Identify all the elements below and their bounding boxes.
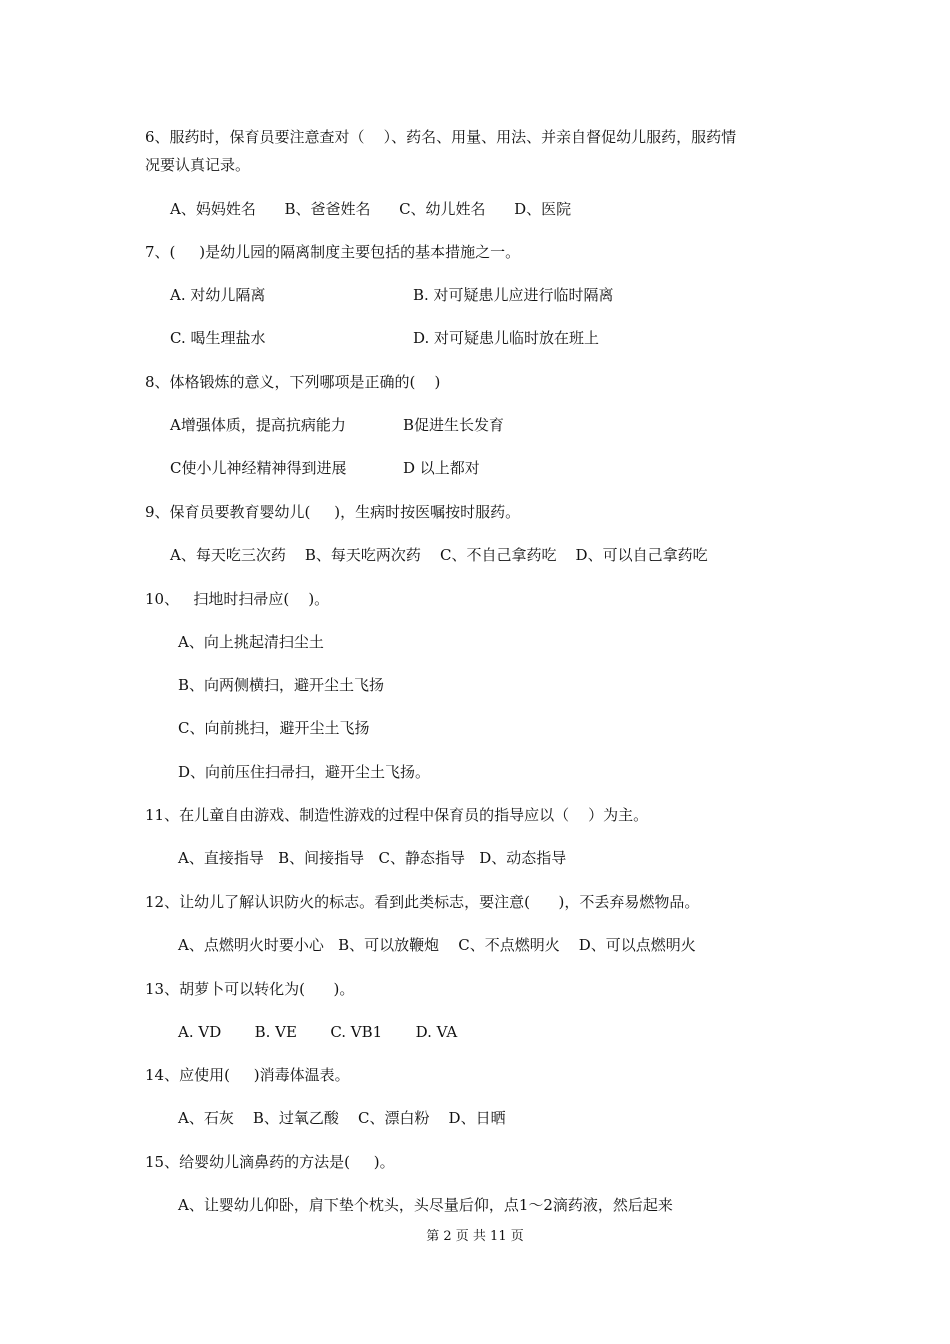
question-8-option-b: B促进生长发育 <box>403 416 505 434</box>
question-10-option-c: C、向前挑扫，避开尘土飞扬 <box>178 719 370 737</box>
question-14-options: A、石灰 B、过氧乙酸 C、漂白粉 D、日晒 <box>178 1109 506 1127</box>
question-7-stem: 7、( )是幼儿园的隔离制度主要包括的基本措施之一。 <box>145 243 521 261</box>
question-7-option-b: B. 对可疑患儿应进行临时隔离 <box>413 286 614 304</box>
question-10-option-d: D、向前压住扫帚扫，避开尘土飞扬。 <box>178 763 431 781</box>
question-15-stem: 15、给婴幼儿滴鼻药的方法是( )。 <box>145 1153 395 1171</box>
question-13-options: A. VD B. VE C. VB1 D. VA <box>178 1023 458 1041</box>
question-12-options: A、点燃明火时要小心 B、可以放鞭炮 C、不点燃明火 D、可以点燃明火 <box>178 936 696 954</box>
question-7-option-d: D. 对可疑患儿临时放在班上 <box>413 329 600 347</box>
question-11-stem: 11、在儿童自由游戏、制造性游戏的过程中保育员的指导应以（ ）为主。 <box>145 806 649 824</box>
question-11-options: A、直接指导 B、间接指导 C、静态指导 D、动态指导 <box>178 849 567 867</box>
question-7-option-a: A. 对幼儿隔离 <box>170 286 266 304</box>
question-6-stem-line-1: 6、服药时，保育员要注意查对（ ）、药名、用量、用法、并亲自督促幼儿服药，服药情 <box>145 128 737 146</box>
question-7-option-c: C. 喝生理盐水 <box>170 329 266 347</box>
question-8-option-d: D 以上都对 <box>403 459 480 477</box>
question-14-stem: 14、应使用( )消毒体温表。 <box>145 1066 350 1084</box>
question-12-stem: 12、让幼儿了解认识防火的标志。看到此类标志，要注意( )，不丢弃易燃物品。 <box>145 893 700 911</box>
question-6-options: A、妈妈姓名 B、爸爸姓名 C、幼儿姓名 D、医院 <box>170 200 572 218</box>
question-10-stem: 10、 扫地时扫帚应( )。 <box>145 590 330 608</box>
question-10-option-b: B、向两侧横扫，避开尘土飞扬 <box>178 676 385 694</box>
question-15-option-a: A、让婴幼儿仰卧，肩下垫个枕头，头尽量后仰，点1～2滴药液，然后起来 <box>178 1196 673 1214</box>
question-9-options: A、每天吃三次药 B、每天吃两次药 C、不自己拿药吃 D、可以自己拿药吃 <box>170 546 708 564</box>
question-8-option-a: A增强体质，提高抗病能力 <box>170 416 346 434</box>
question-8-option-c: C使小儿神经精神得到进展 <box>170 459 347 477</box>
question-8-stem: 8、体格锻炼的意义，下列哪项是正确的( ) <box>145 373 441 391</box>
question-9-stem: 9、保育员要教育婴幼儿( )，生病时按医嘱按时服药。 <box>145 503 521 521</box>
page-footer: 第 2 页 共 11 页 <box>426 1229 524 1244</box>
question-6-stem-line-2: 况要认真记录。 <box>145 156 251 174</box>
question-13-stem: 13、胡萝卜可以转化为( )。 <box>145 980 355 998</box>
question-10-option-a: A、向上挑起清扫尘土 <box>178 633 324 651</box>
